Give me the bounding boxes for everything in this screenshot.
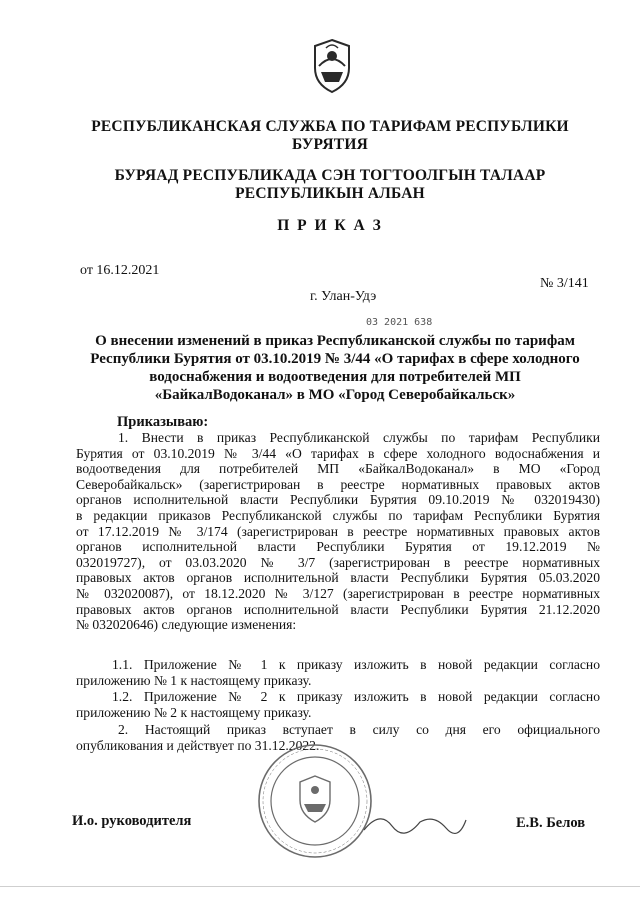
paragraph-1-line: органов исполнительной власти Республики Бурятия 09.10.2019 № 032019430)	[76, 492, 600, 508]
paragraph-1-line: правовых актов органов исполнительной власти Республики Бурятия 21.12.2020	[76, 601, 600, 617]
org-name-ru	[60, 118, 600, 154]
paragraph-1	[76, 430, 600, 633]
order-word: Приказываю:	[117, 414, 209, 430]
paragraph-1-2-line: 1.2. Приложение № 2 к приказу изложить в новой редакции согласно	[112, 689, 600, 704]
coat-of-arms-emblem	[309, 38, 355, 94]
org-name-ru-line1: РЕСПУБЛИКАНСКАЯ СЛУЖБА ПО ТАРИФАМ РЕСПУБЛИКИ	[91, 118, 569, 135]
signatory-name: Е.В. Белов	[516, 815, 586, 831]
org-name-bur-line1: БУРЯАД РЕСПУБЛИКАДА СЭН ТОГТООЛГЫН ТАЛААР	[114, 167, 546, 184]
signature-scribble	[360, 806, 470, 840]
order-number: № 3/141	[540, 276, 589, 291]
paragraph-1-line: 032019727), от 03.03.2020 № 3/7 (зарегистрирован в реестре нормативных	[76, 554, 600, 570]
order-title-line1: О внесении изменений в приказ Республиканской службы по тарифам	[95, 333, 575, 349]
paragraph-1-line: Бурятия от 03.10.2019 № 3/44 «О тарифах в сфере холодного водоснабжения и	[76, 445, 600, 461]
org-name-bur	[60, 167, 600, 203]
paragraph-1-line: 1. Внести в приказ Республиканской службы по тарифам Республики	[118, 430, 600, 445]
paragraph-1-line: водоотведения для потребителей МП «БайкалВодоканал» в МО «Город	[76, 461, 600, 477]
official-seal-stamp	[256, 742, 374, 860]
org-name-bur-line2: РЕСПУБЛИКЫН АЛБАН	[235, 185, 425, 202]
signatory-position: И.о. руководителя	[72, 813, 192, 829]
document-type: П Р И К А З	[277, 217, 383, 234]
paragraph-1-2	[76, 689, 600, 720]
paragraph-1-1-line: 1.1. Приложение № 1 к приказу изложить в новой редакции согласно	[112, 657, 600, 672]
paragraph-1-line: органов исполнительной власти Республики Бурятия от 19.12.2019 №	[76, 539, 600, 555]
order-title-line3: водоснабжения и водоотведения для потребителей МП	[149, 369, 521, 385]
paragraph-1-line: от 17.12.2019 № 3/174 (зарегистрирован в реестре нормативных правовых актов	[76, 523, 600, 539]
paragraph-1-1	[76, 657, 600, 688]
org-name-ru-line2: БУРЯТИЯ	[292, 136, 368, 153]
paragraph-2-line: 2. Настоящий приказ вступает в силу со дня его официального	[118, 722, 600, 737]
order-title-line2: Республики Бурятия от 03.10.2019 № 3/44 «О тарифах в сфере холодного	[90, 351, 580, 367]
paragraph-1-line: № 032020646) следующие изменения:	[76, 617, 297, 633]
paragraph-2-line: опубликования и действует по 31.12.2022.	[76, 737, 320, 753]
paragraph-1-line: Северобайкальск» (зарегистрирован в реестре нормативных правовых актов	[76, 476, 600, 492]
paragraph-1-line: в редакции приказов Республиканской службы по тарифам Республики Бурятия	[76, 507, 600, 523]
bottom-rule	[0, 886, 640, 887]
paragraph-1-line: правовых актов органов исполнительной власти Республики Бурятия 05.03.2020	[76, 570, 600, 586]
order-title-line4: «БайкалВодоканал» в МО «Город Северобайкальск»	[154, 387, 516, 403]
registration-note: 03 2021 638	[366, 317, 433, 328]
order-title	[70, 332, 600, 404]
city: г. Улан-Удэ	[310, 289, 377, 304]
order-date: от 16.12.2021	[80, 263, 160, 278]
paragraph-1-line: № 032020087), от 18.12.2020 № 3/127 (зарегистрирован в реестре нормативных	[76, 585, 600, 601]
paragraph-1-1-line: приложению № 1 к настоящему приказу.	[76, 672, 312, 688]
paragraph-1-2-line: приложению № 2 к настоящему приказу.	[76, 704, 312, 720]
